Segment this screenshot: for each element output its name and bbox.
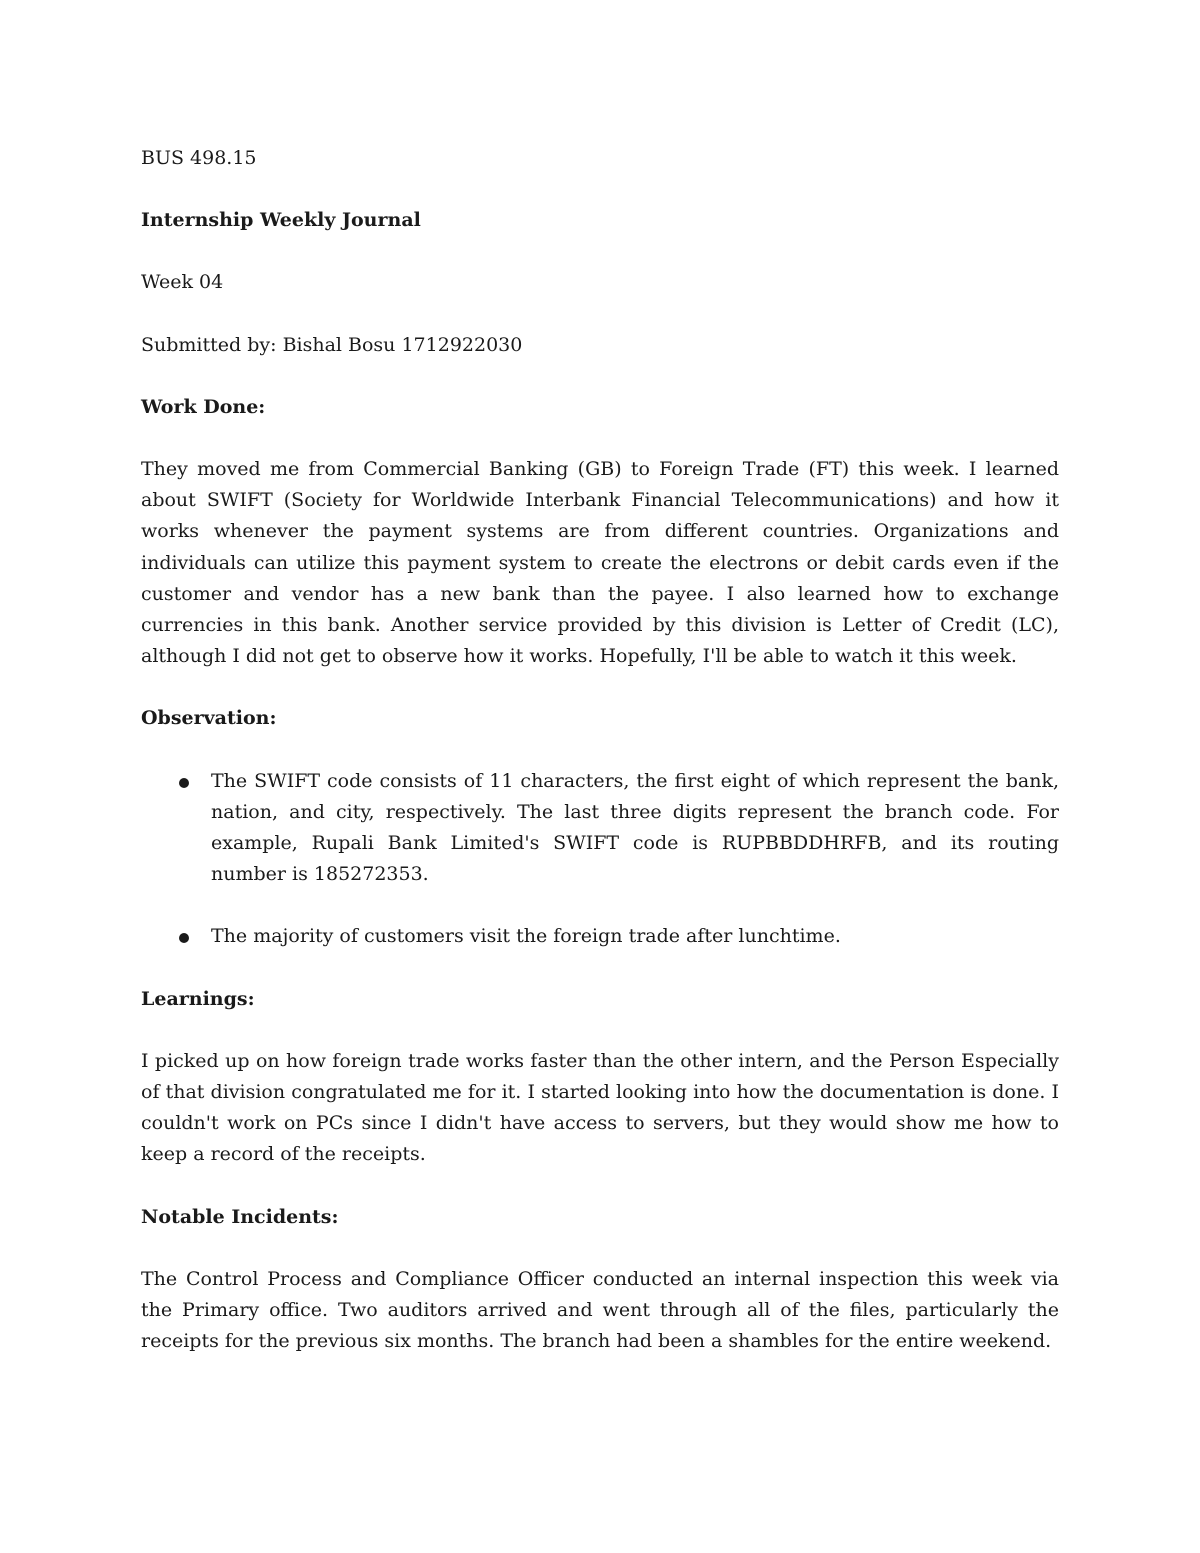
submitted-by: Submitted by: Bishal Bosu 1712922030 xyxy=(141,333,523,356)
notable-incidents-paragraph: The Control Process and Compliance Officer conducted an internal inspection this week via the Primary office. Two auditors arrived and went through all of the files, particularly the receipts for the previous six months. The branch had been a shambles for the entire weekend. xyxy=(141,1267,1059,1353)
learnings-heading: Learnings: xyxy=(141,987,255,1010)
work-done-heading: Work Done: xyxy=(141,395,266,418)
observation-list xyxy=(141,766,1059,953)
observation-item-text: The SWIFT code consists of 11 characters, the first eight of which represent the bank, nation, and city, respectively. The last three digits represent the branch code. For example, Rupali Bank Limited's SWIFT code is RUPBBDDHRFB, and its routing number is 185272353. xyxy=(211,769,1059,886)
notable-incidents-heading: Notable Incidents: xyxy=(141,1205,339,1228)
course-code: BUS 498.15 xyxy=(141,147,257,169)
bullet-icon xyxy=(179,933,189,943)
work-done-paragraph: They moved me from Commercial Banking (GB) to Foreign Trade (FT) this week. I learned about SWIFT (Society for Worldwide Interbank Financial Telecommunications) and how it works whenever the payment systems are from different countries. Organizations and individuals can utilize this payment system to create the electrons or debit cards even if the customer and vendor has a new bank than the payee. I also learned how to exchange currencies in this bank. Another service provided by this division is Letter of Credit (LC), although I did not get to observe how it works. Hopefully, I'll be able to watch it this week. xyxy=(141,458,1059,668)
document-page xyxy=(141,143,1059,1357)
observation-item xyxy=(141,766,1059,891)
learnings-paragraph: I picked up on how foreign trade works faster than the other intern, and the Person Especially of that division congratulated me for it. I started looking into how the documentation is done. I couldn't work on PCs since I didn't have access to servers, but they would show me how to keep a record of the receipts. xyxy=(141,1049,1059,1166)
journal-title: Internship Weekly Journal xyxy=(141,209,421,232)
observation-item-text: The majority of customers visit the foreign trade after lunchtime. xyxy=(211,925,841,948)
observation-item xyxy=(141,921,1059,952)
bullet-icon xyxy=(179,778,189,788)
week-label: Week 04 xyxy=(141,271,224,294)
observation-heading: Observation: xyxy=(141,707,277,730)
